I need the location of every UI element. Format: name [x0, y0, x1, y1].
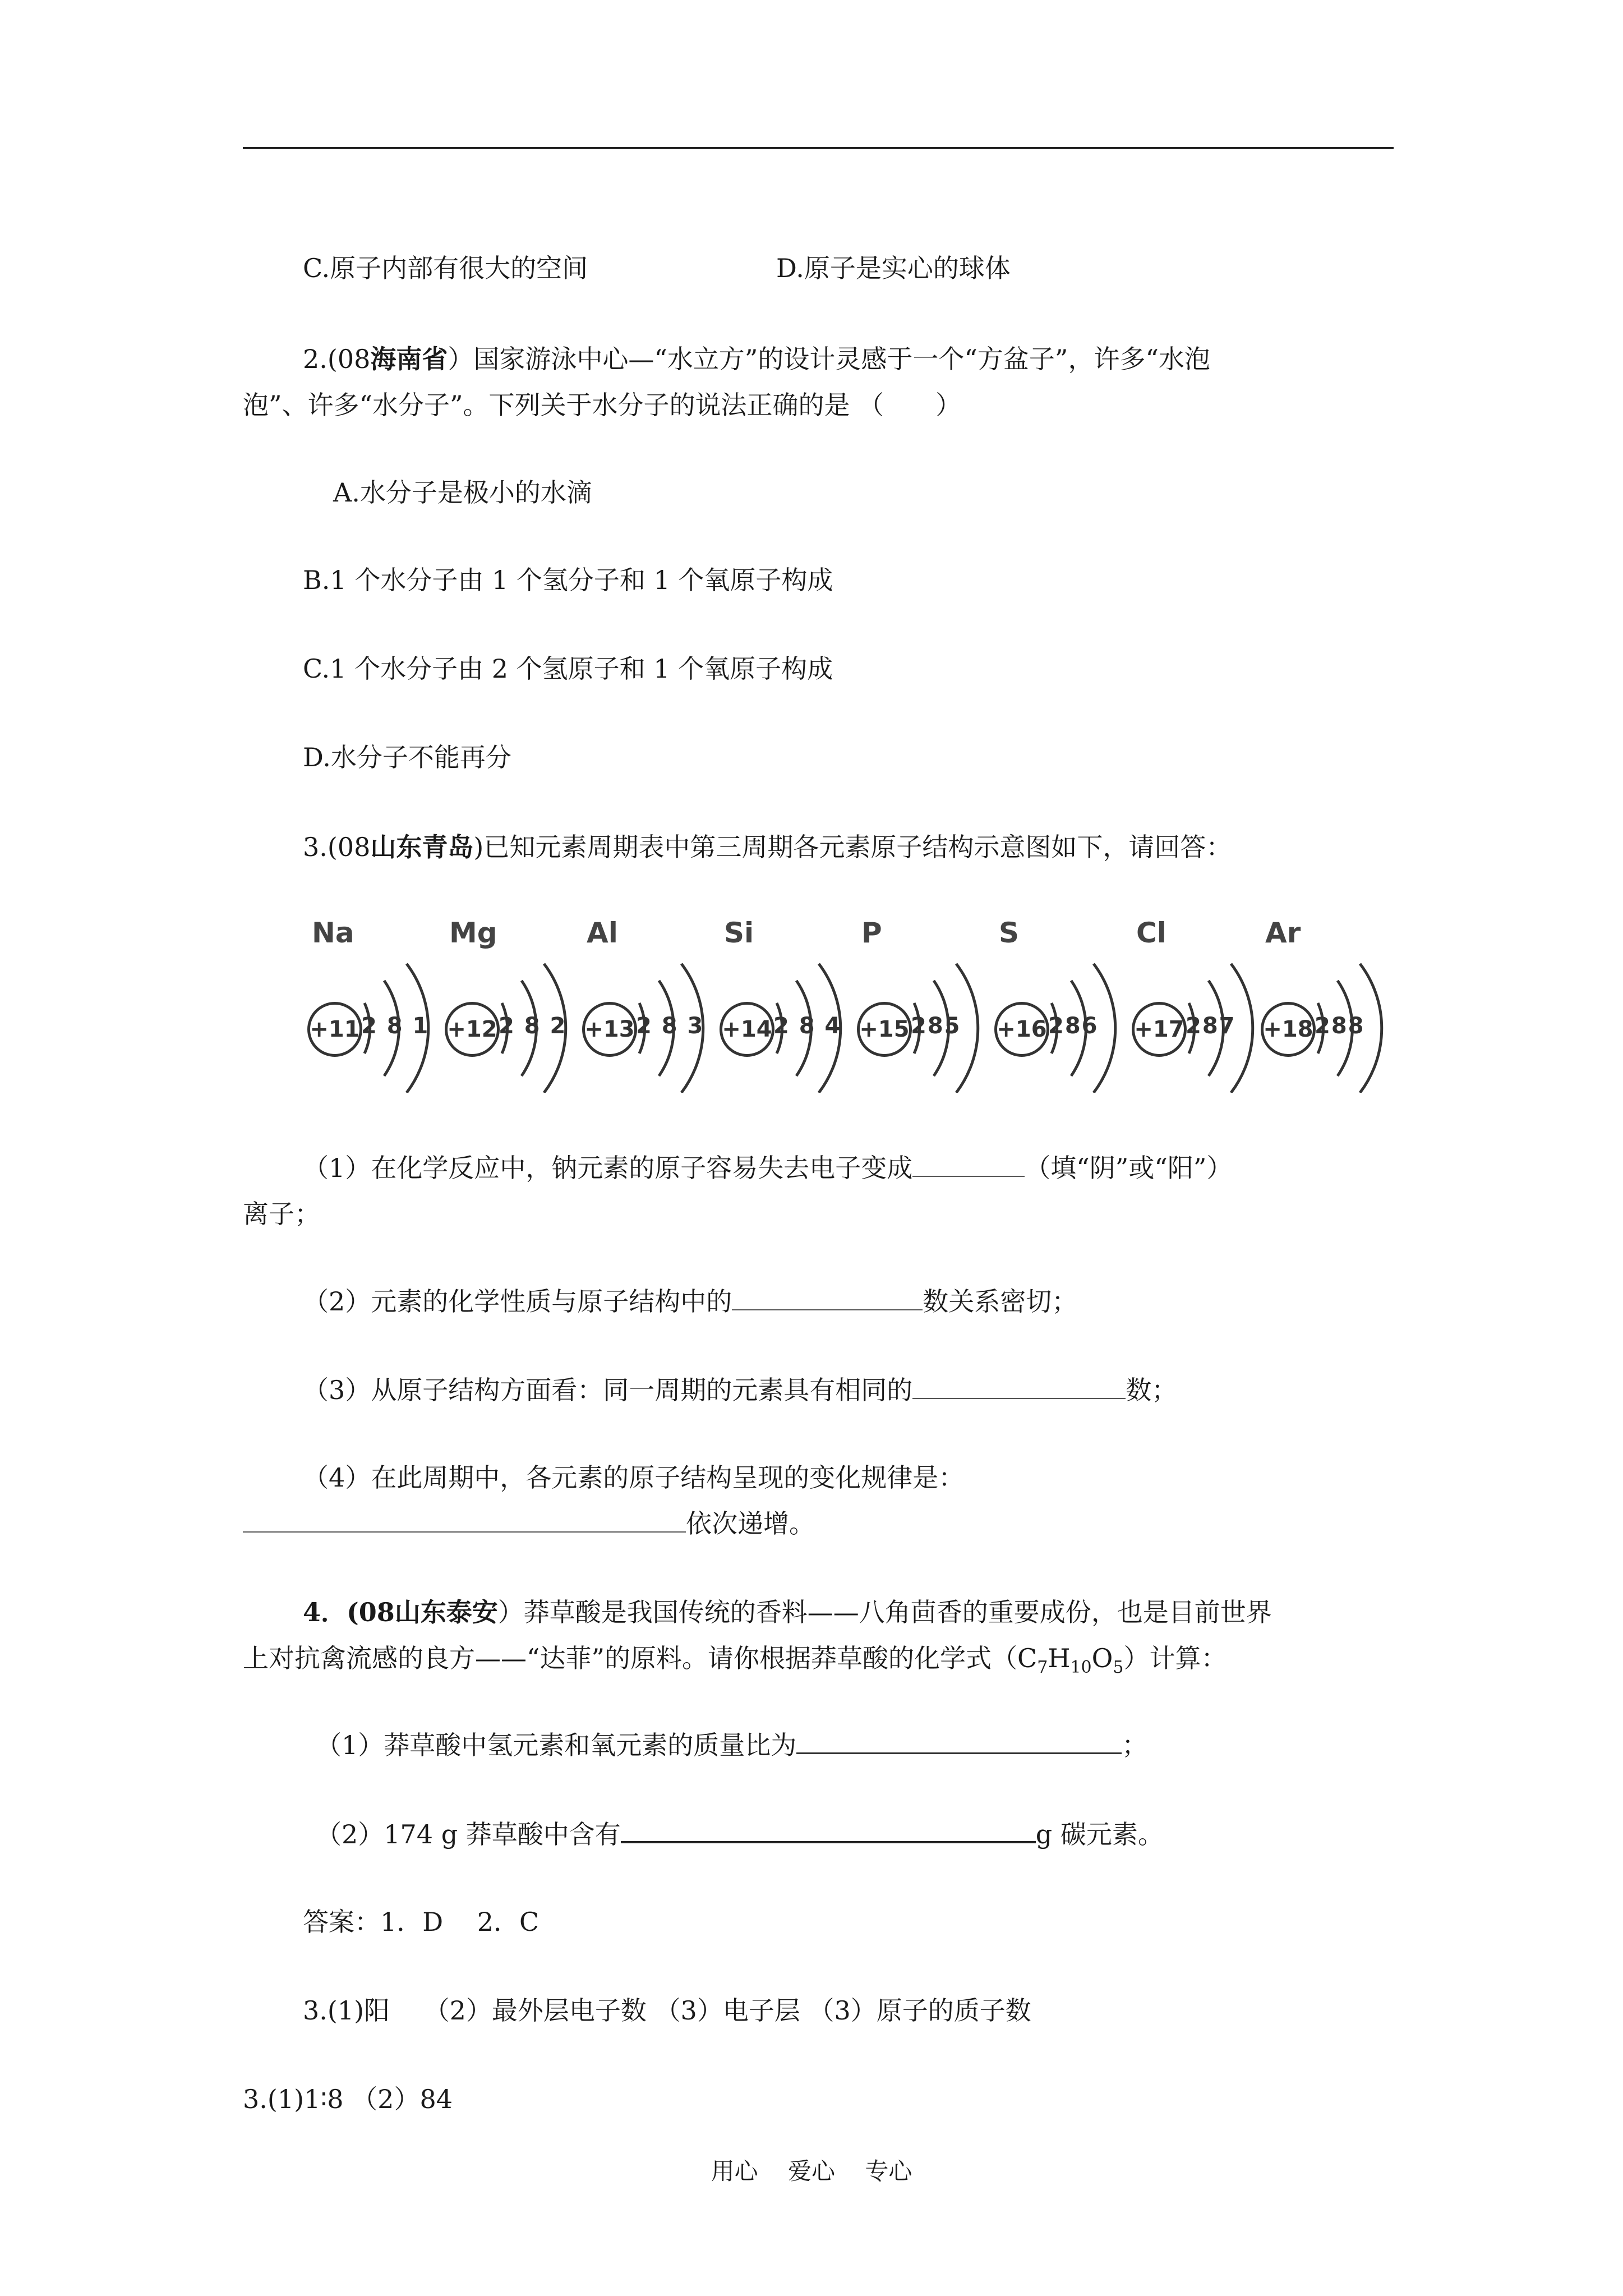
element-symbol: Cl [1136, 917, 1166, 949]
q3-sub1-text-a: （1）在化学反应中，钠元素的原子容易失去电子变成 [303, 1153, 913, 1183]
q3-sub3-text-a: （3）从原子结构方面看：同一周期的元素具有相同的 [303, 1375, 913, 1405]
q3-sub4-text-b: 依次递增。 [686, 1508, 815, 1539]
q2-option-b: B.1 个水分子由 1 个氢分子和 1 个氧原子构成 [303, 565, 833, 595]
formula-subscript: 7 [1037, 1658, 1048, 1678]
nucleus-charge: +13 [582, 1002, 637, 1057]
element-symbol: Al [587, 917, 618, 949]
q2-source: 海南省 [370, 344, 448, 374]
q4-sub1-text-a: （1）莽草酸中氢元素和氧元素的质量比为 [316, 1730, 797, 1760]
q4-stem-line-1 [303, 1595, 1272, 1629]
q4-sub2-line [316, 1816, 1164, 1851]
q3-sub3-text-b: 数； [1126, 1375, 1178, 1405]
nucleus-charge: +15 [857, 1002, 912, 1057]
answers-line-3: 3.(1)1∶8 （2）84 [243, 2084, 453, 2114]
q2-stem-line-2: 泡”、许多“水分子”。下列关于水分子的说法正确的是 （ ） [243, 390, 962, 420]
atom-diagram-mg [440, 913, 569, 1093]
formula-element: H [1048, 1643, 1071, 1673]
q4-sub2-text-a: （2）174 g 莽草酸中含有 [316, 1819, 621, 1849]
q3-sub2-text-b: 数关系密切； [923, 1286, 1078, 1317]
nucleus-charge: +16 [994, 1002, 1049, 1057]
formula-element: O [1091, 1643, 1113, 1673]
element-symbol: P [861, 917, 882, 949]
q3-stem [303, 830, 1232, 864]
q3-stem-text: )已知元素周期表中第三周期各元素原子结构示意图如下，请回答： [473, 832, 1232, 862]
atomic-structure-diagrams [303, 913, 1385, 1093]
shell-electrons: 285 [911, 1013, 961, 1039]
q4-sub2-text-b: g 碳元素。 [1035, 1819, 1164, 1849]
answer-blank[interactable] [243, 1507, 686, 1533]
answer-blank[interactable] [912, 1151, 1025, 1177]
q4-stem-text-2b: ）计算： [1123, 1643, 1227, 1673]
atom-diagram-p [852, 913, 981, 1093]
q2-stem-text-1: ）国家游泳中心—“水立方”的设计灵感于一个“方盆子”，许多“水泡 [448, 344, 1210, 374]
q1-option-c: C.原子内部有很大的空间 [303, 253, 588, 283]
element-symbol: Ar [1265, 917, 1301, 949]
q2-number: 2.(08 [303, 344, 371, 374]
q3-sub1-line [303, 1151, 1232, 1185]
answer-blank[interactable] [796, 1728, 1122, 1754]
shell-electrons: 287 [1186, 1013, 1236, 1039]
nucleus-charge: +11 [307, 1002, 362, 1057]
element-symbol: Si [724, 917, 754, 949]
atom-diagram-s [990, 913, 1119, 1093]
answer-blank[interactable] [912, 1373, 1126, 1399]
atom-diagram-al [578, 913, 707, 1093]
q4-number: 4．(08 [303, 1597, 395, 1627]
element-symbol: S [999, 917, 1020, 949]
q3-sub2-text-a: （2）元素的化学性质与原子结构中的 [303, 1286, 732, 1317]
q1-option-d: D.原子是实心的球体 [776, 253, 1011, 283]
q4-sub1-text-b: ； [1122, 1730, 1148, 1760]
q3-sub4-line-2 [243, 1507, 815, 1540]
q3-sub3-line [303, 1373, 1177, 1407]
shell-electrons: 2 8 1 [361, 1013, 430, 1039]
nucleus-charge: +17 [1132, 1002, 1187, 1057]
shell-electrons: 288 [1315, 1013, 1365, 1039]
nucleus-charge: +12 [445, 1002, 500, 1057]
q3-sub2-line [303, 1285, 1077, 1318]
answer-blank[interactable] [621, 1816, 1036, 1843]
q4-sub1-line [316, 1728, 1147, 1762]
formula-subscript: 10 [1070, 1658, 1092, 1678]
q3-number: 3.(08 [303, 832, 371, 862]
atom-diagram-na [303, 913, 432, 1093]
element-symbol: Na [312, 917, 354, 949]
element-symbol: Mg [449, 917, 497, 949]
shell-electrons: 286 [1048, 1013, 1099, 1039]
atom-diagram-cl [1127, 913, 1256, 1093]
q2-option-d: D.水分子不能再分 [303, 742, 511, 772]
q3-sub4-line: （4）在此周期中，各元素的原子结构呈现的变化规律是： [303, 1462, 965, 1493]
q3-sub1-line-2: 离子； [243, 1199, 320, 1229]
answers-line-2: 3.(1)阳 （2）最外层电子数 （3）电子层 （3）原子的质子数 [303, 1995, 1031, 2026]
q2-option-c: C.1 个水分子由 2 个氢原子和 1 个氧原子构成 [303, 654, 833, 684]
answer-blank[interactable] [732, 1285, 923, 1310]
shell-electrons: 2 8 3 [636, 1013, 704, 1039]
q4-stem-line-2 [243, 1641, 1227, 1678]
answers-line-1: 答案：1．D 2．C [303, 1907, 540, 1937]
atom-diagram-ar [1256, 913, 1385, 1093]
q4-stem-text-2a: 上对抗禽流感的良方——“达菲”的原料。请你根据莽草酸的化学式（C [243, 1643, 1038, 1673]
nucleus-charge: +18 [1261, 1002, 1316, 1057]
q4-source: 山东泰安 [394, 1597, 498, 1627]
q4-stem-text-1: ）莽草酸是我国传统的香料——八角茴香的重要成份，也是目前世界 [497, 1597, 1272, 1627]
q3-sub1-text-b: （填“阴”或“阳”） [1025, 1153, 1233, 1183]
shell-electrons: 2 8 4 [773, 1013, 842, 1039]
nucleus-charge: +14 [720, 1002, 774, 1057]
page-footer: 用心 爱心 专心 [711, 2157, 912, 2185]
header-rule [243, 147, 1394, 149]
q2-option-a: A.水分子是极小的水滴 [333, 477, 592, 508]
shell-electrons: 2 8 2 [499, 1013, 567, 1039]
q2-stem-line-1 [303, 342, 1210, 376]
q3-source: 山东青岛 [370, 832, 474, 862]
formula-subscript: 5 [1113, 1658, 1124, 1678]
atom-diagram-si [715, 913, 844, 1093]
